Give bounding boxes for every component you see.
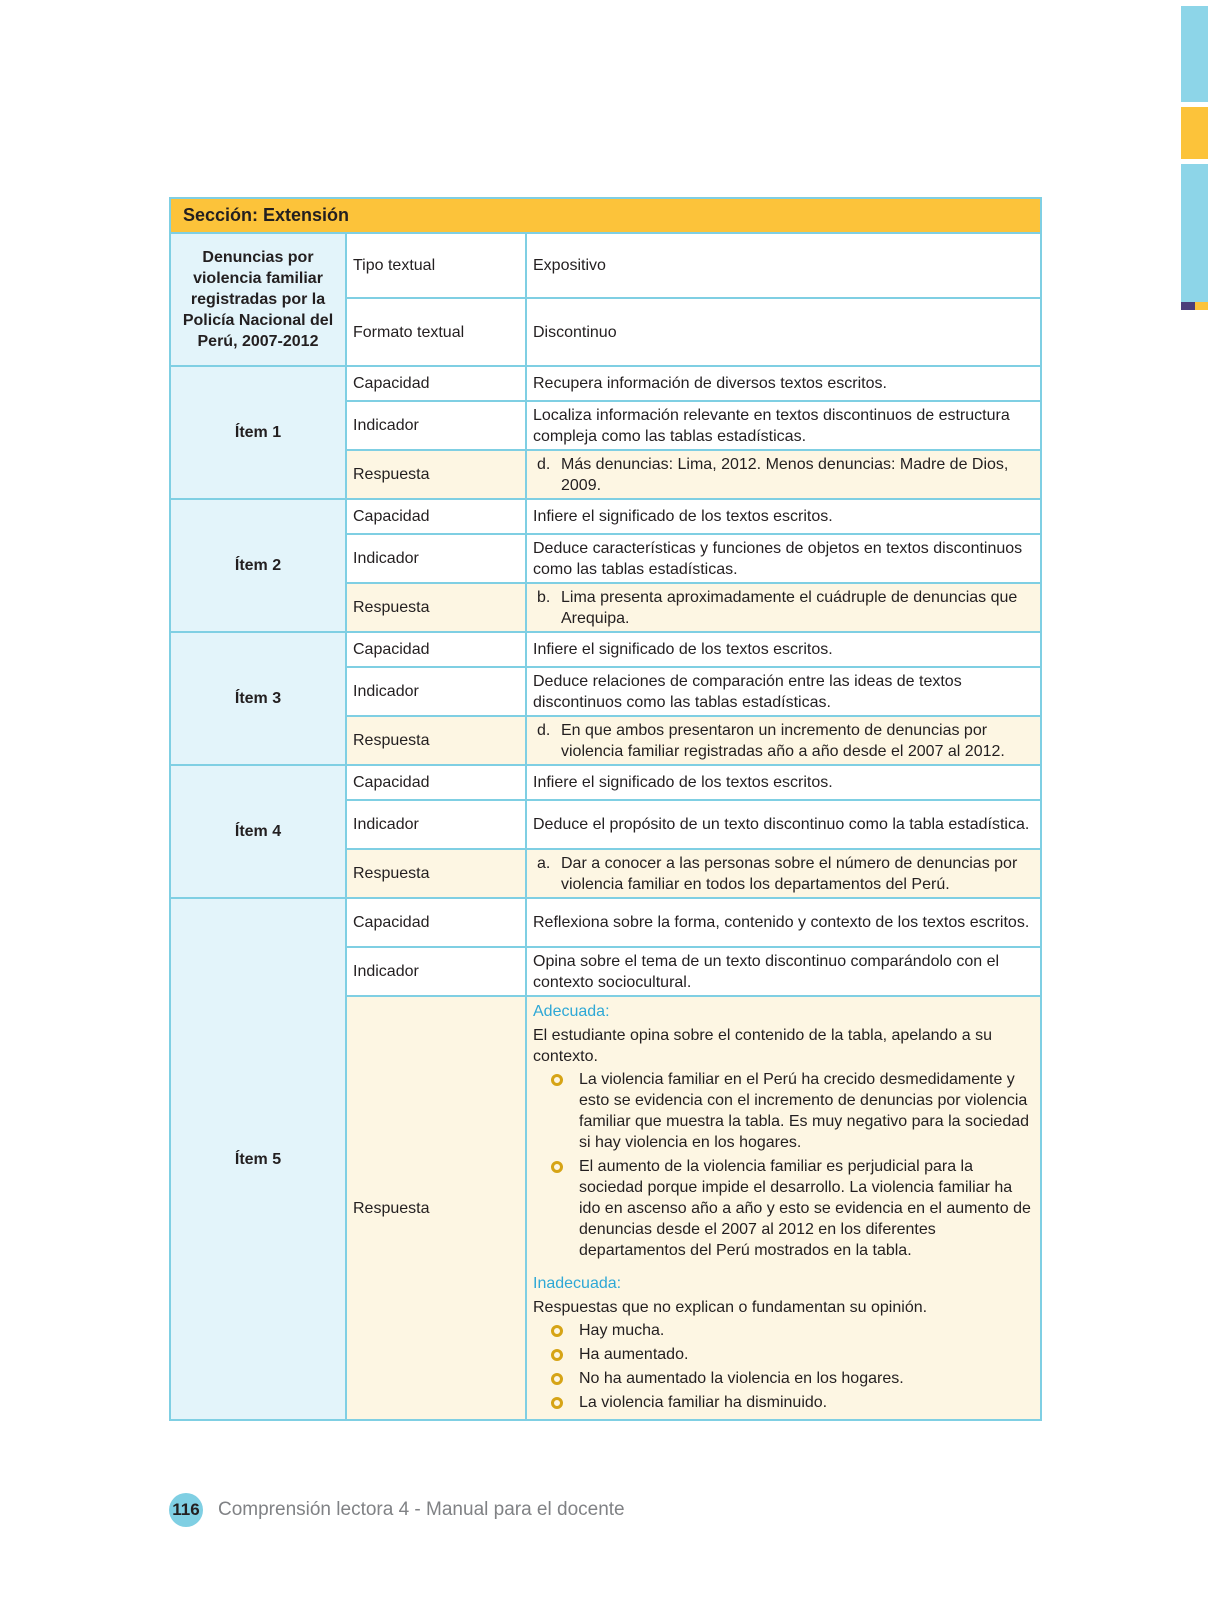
evaluation-table-container	[169, 197, 1040, 1421]
bullet-circle-icon	[551, 1397, 563, 1409]
item-4-respuesta-label: Respuesta	[346, 849, 526, 898]
item-3-respuesta	[526, 716, 1041, 765]
item-3-capacidad: Infiere el significado de los textos escritos.	[526, 632, 1041, 667]
bullet-circle-icon	[551, 1349, 563, 1361]
adecuada-list	[533, 1069, 1034, 1261]
item-2-title: Ítem 2	[170, 499, 346, 632]
item-2-capacidad-label: Capacidad	[346, 499, 526, 534]
inadecuada-item: Ha aumentado.	[533, 1344, 1034, 1365]
item-1-title: Ítem 1	[170, 366, 346, 499]
inadecuada-item: No ha aumentado la violencia en los hogares.	[533, 1368, 1034, 1389]
item-2-indicador-label: Indicador	[346, 534, 526, 583]
item-3-answer-text: En que ambos presentaron un incremento de denuncias por violencia familiar registradas año a año desde el 2007 al 2012.	[561, 721, 1005, 760]
item-5-title: Ítem 5	[170, 898, 346, 1420]
bullet-circle-icon	[551, 1373, 563, 1385]
side-tab-yellow	[1181, 107, 1208, 159]
item-4-answer-letter: a.	[537, 854, 551, 872]
info-label-formato: Formato textual	[346, 298, 526, 366]
item-3-title: Ítem 3	[170, 632, 346, 765]
evaluation-table	[169, 197, 1042, 1421]
item-1-capacidad-label: Capacidad	[346, 366, 526, 401]
side-tab-blue-bottom	[1181, 164, 1208, 302]
item-4-answer-text: Dar a conocer a las personas sobre el número de denuncias por violencia familiar en todos los departamentos del Perú.	[561, 854, 1018, 893]
item-1-indicador-label: Indicador	[346, 401, 526, 450]
adecuada-intro: El estudiante opina sobre el contenido de la tabla, apelando a su contexto.	[533, 1027, 993, 1065]
inadecuada-item: La violencia familiar ha disminuido.	[533, 1392, 1034, 1413]
info-label-tipo: Tipo textual	[346, 233, 526, 298]
item-4-indicador: Deduce el propósito de un texto discontinuo como la tabla estadística.	[526, 800, 1041, 849]
item-5-indicador-label: Indicador	[346, 947, 526, 996]
item-4-capacidad: Infiere el significado de los textos escritos.	[526, 765, 1041, 800]
item-1-respuesta-label: Respuesta	[346, 450, 526, 499]
side-tab-blue-top	[1181, 6, 1208, 102]
page-number: 116	[169, 1493, 203, 1527]
item-4-title: Ítem 4	[170, 765, 346, 898]
item-3-respuesta-label: Respuesta	[346, 716, 526, 765]
info-value-tipo: Expositivo	[526, 233, 1041, 298]
item-4-respuesta	[526, 849, 1041, 898]
item-5-capacidad: Reflexiona sobre la forma, contenido y contexto de los textos escritos.	[526, 898, 1041, 947]
item-5-respuesta-label: Respuesta	[346, 996, 526, 1420]
item-2-answer-text: Lima presenta aproximadamente el cuádruple de denuncias que Arequipa.	[561, 588, 1018, 627]
inadecuada-heading: Inadecuada:	[533, 1275, 622, 1292]
inadecuada-list	[533, 1320, 1034, 1413]
item-1-answer-letter: d.	[537, 455, 551, 473]
item-5-indicador: Opina sobre el tema de un texto discontinuo comparándolo con el contexto sociocultural.	[526, 947, 1041, 996]
item-2-capacidad: Infiere el significado de los textos escritos.	[526, 499, 1041, 534]
bullet-circle-icon	[551, 1325, 563, 1337]
item-5-capacidad-label: Capacidad	[346, 898, 526, 947]
page-footer	[169, 1493, 625, 1527]
item-1-indicador: Localiza información relevante en textos discontinuos de estructura compleja como las tablas estadísticas.	[526, 401, 1041, 450]
item-3-answer-letter: d.	[537, 721, 551, 739]
adecuada-heading: Adecuada:	[533, 1003, 610, 1020]
item-1-capacidad: Recupera información de diversos textos escritos.	[526, 366, 1041, 401]
adecuada-item: La violencia familiar en el Perú ha crecido desmedidamente y esto se evidencia con el incremento de denuncias por violencia familiar que muestra la tabla. Es muy negativo para la sociedad si hay violencia en los hogares.	[533, 1069, 1034, 1153]
item-1-answer-text: Más denuncias: Lima, 2012. Menos denuncias: Madre de Dios, 2009.	[561, 455, 1009, 494]
item-3-capacidad-label: Capacidad	[346, 632, 526, 667]
item-2-respuesta-label: Respuesta	[346, 583, 526, 632]
item-4-indicador-label: Indicador	[346, 800, 526, 849]
item-5-respuesta	[526, 996, 1041, 1420]
item-2-indicador: Deduce características y funciones de objetos en textos discontinuos como las tablas estadísticas.	[526, 534, 1041, 583]
info-value-formato: Discontinuo	[526, 298, 1041, 366]
item-1-respuesta	[526, 450, 1041, 499]
item-2-answer-letter: b.	[537, 588, 551, 606]
item-3-indicador: Deduce relaciones de comparación entre las ideas de textos discontinuos como las tablas estadísticas.	[526, 667, 1041, 716]
section-header: Sección: Extensión	[170, 198, 1041, 233]
item-4-capacidad-label: Capacidad	[346, 765, 526, 800]
adecuada-item: El aumento de la violencia familiar es perjudicial para la sociedad porque impide el desarrollo. La violencia familiar ha ido en ascenso año a año y esto se evidencia en el aumento de denuncias desde el 2007 al 2012 en los diferentes departamentos del Perú mostrados en la tabla.	[533, 1156, 1034, 1261]
inadecuada-item: Hay mucha.	[533, 1320, 1034, 1341]
bullet-circle-icon	[551, 1161, 563, 1173]
inadecuada-intro: Respuestas que no explican o fundamentan su opinión.	[533, 1299, 928, 1316]
text-title: Denuncias por violencia familiar registradas por la Policía Nacional del Perú, 2007-2012	[170, 233, 346, 366]
footer-title: Comprensión lectora 4 - Manual para el docente	[218, 1499, 625, 1520]
side-tab-navy-mark	[1181, 302, 1195, 310]
side-tab-marker	[1181, 302, 1208, 310]
item-2-respuesta	[526, 583, 1041, 632]
bullet-circle-icon	[551, 1074, 563, 1086]
item-3-indicador-label: Indicador	[346, 667, 526, 716]
